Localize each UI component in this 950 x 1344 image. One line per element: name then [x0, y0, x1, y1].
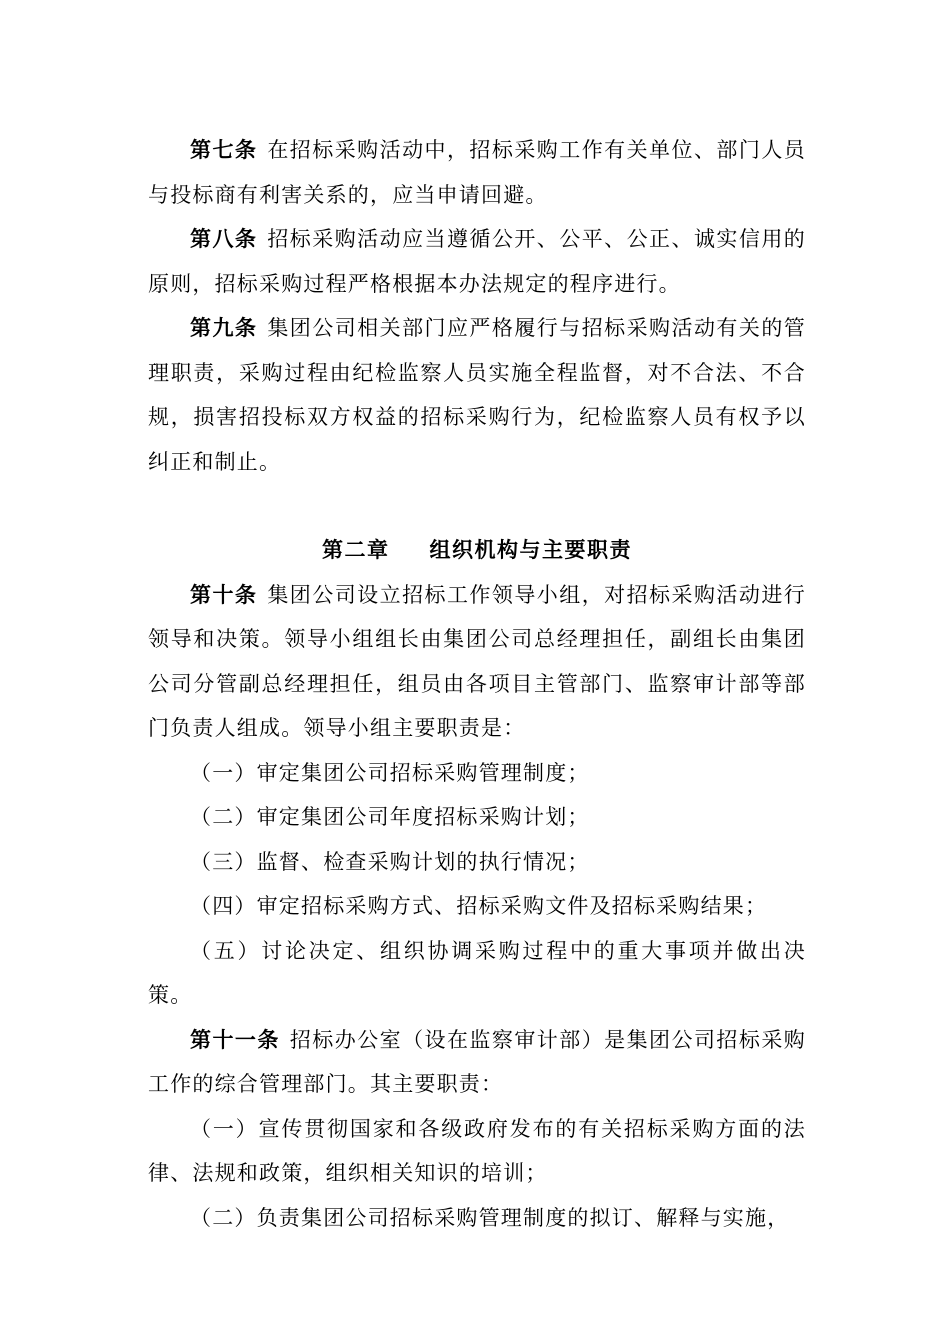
chapter-heading — [148, 528, 806, 573]
article-label: 第十一条 — [190, 1026, 280, 1052]
article-9 — [148, 306, 806, 484]
list-item: （二）负责集团公司招标采购管理制度的拟订、解释与实施， — [190, 1205, 790, 1230]
article-7 — [148, 128, 806, 217]
article-label: 第七条 — [190, 137, 258, 162]
article-text: 集团公司设立招标工作领导小组，对招标采购活动进行领导和决策。领导小组组长由集团公司总经理担任，副组长由集团公司分管副总经理担任，组员由各项目主管部门、监察审计部等部门负责人组成。领导小组主要职责是： — [148, 582, 806, 740]
list-item: （二）审定集团公司年度招标采购计划； — [190, 805, 590, 829]
list-item: （四）审定招标采购方式、招标采购文件及招标采购结果； — [190, 894, 768, 918]
list-item: （五）讨论决定、组织协调采购过程中的重大事项并做出决策。 — [148, 938, 806, 1007]
article-text: 集团公司相关部门应严格履行与招标采购活动有关的管理职责，采购过程由纪检监察人员实施全程监督，对不合法、不合规，损害招投标双方权益的招标采购行为，纪检监察人员有权予以纠正和制止。 — [148, 316, 806, 474]
article-label: 第八条 — [190, 226, 258, 251]
chapter-number: 第二章 — [322, 537, 390, 562]
article-text: 在招标采购活动中，招标采购工作有关单位、部门人员与投标商有利害关系的，应当申请回避。 — [148, 138, 806, 207]
chapter-title: 组织机构与主要职责 — [429, 537, 632, 562]
article-label: 第十条 — [190, 581, 258, 607]
article-11 — [148, 1018, 806, 1107]
article-label: 第九条 — [190, 315, 258, 340]
list-item: （一）宣传贯彻国家和各级政府发布的有关招标采购方面的法律、法规和政策，组织相关知识的培训； — [148, 1116, 806, 1185]
article-10 — [148, 573, 806, 751]
article-8 — [148, 217, 806, 306]
document-page — [148, 128, 806, 1240]
article-text: 招标采购活动应当遵循公开、公平、公正、诚实信用的原则，招标采购过程严格根据本办法规定的程序进行。 — [148, 227, 806, 296]
list-item: （三）监督、检查采购计划的执行情况； — [190, 849, 590, 874]
list-item: （一）审定集团公司招标采购管理制度； — [190, 760, 590, 785]
article-text: 招标办公室（设在监察审计部）是集团公司招标采购工作的综合管理部门。其主要职责： — [148, 1027, 806, 1096]
